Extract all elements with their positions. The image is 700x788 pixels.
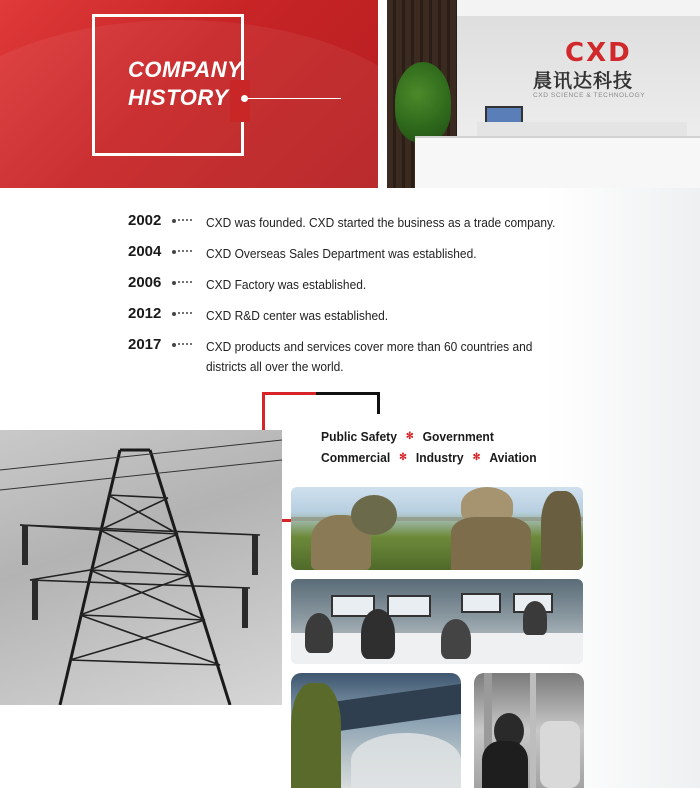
timeline-year: 2002	[128, 212, 162, 229]
timeline-year: 2004	[128, 243, 162, 260]
office-reception-desk	[415, 136, 700, 188]
timeline-row	[126, 241, 596, 272]
office-english-name: CXD SCIENCE & TECHNOLOGY	[533, 92, 646, 99]
banner-dot-line	[245, 98, 341, 99]
office-reception-photo	[387, 0, 700, 188]
timeline-text: CXD products and services cover more than 60 countries and districts all over the world.	[206, 339, 533, 374]
sector-separator-icon: ✻	[405, 431, 414, 443]
timeline-dots	[172, 219, 198, 223]
industry-sectors	[321, 428, 553, 470]
timeline-year: 2012	[128, 305, 162, 322]
rail-worker-photo	[474, 673, 584, 788]
timeline-text: CXD was founded. CXD started the business as a trade company.	[206, 215, 556, 230]
timeline-year: 2017	[128, 336, 162, 353]
control-room-photo	[291, 579, 583, 664]
timeline-dots	[172, 343, 198, 347]
sector-separator-icon: ✻	[399, 452, 407, 464]
office-plant	[395, 62, 451, 142]
timeline-text: CXD R&D center was established.	[206, 308, 389, 323]
sector-commercial: Commercial	[321, 450, 391, 466]
bracket-black-side	[377, 392, 380, 414]
bracket-red-top	[262, 392, 316, 395]
timeline-text: CXD Overseas Sales Department was established.	[206, 246, 477, 261]
sectors-line-2	[321, 449, 537, 470]
sector-public-safety: Public Safety	[321, 429, 397, 445]
timeline-text: CXD Factory was established.	[206, 277, 367, 292]
soldiers-photo	[291, 487, 583, 570]
sectors-line-1	[321, 428, 537, 449]
bracket-black-top	[316, 392, 380, 395]
power-tower-photo	[0, 430, 282, 705]
company-history-banner	[0, 0, 378, 188]
office-ceiling	[457, 0, 700, 16]
banner-title-line2: HISTORY	[128, 85, 229, 110]
office-chinese-name: 晨讯达科技	[533, 70, 634, 92]
sector-industry: Industry	[415, 450, 464, 466]
banner-title-line1: COMPANY	[128, 57, 243, 82]
timeline-year: 2006	[128, 274, 162, 291]
timeline-row	[126, 334, 596, 380]
power-tower-illustration	[0, 430, 282, 705]
timeline-row	[126, 210, 596, 241]
history-timeline	[126, 210, 596, 380]
timeline-dots	[172, 250, 198, 254]
timeline-row	[126, 303, 596, 334]
aviation-photo	[291, 673, 461, 788]
sector-aviation: Aviation	[489, 450, 537, 466]
sector-government: Government	[422, 429, 494, 445]
sector-separator-icon: ✻	[472, 452, 481, 464]
timeline-dots	[172, 281, 198, 285]
timeline-dots	[172, 312, 198, 316]
office-logo-text: CXD	[565, 38, 632, 68]
banner-title	[128, 56, 242, 112]
timeline-row	[126, 272, 596, 303]
